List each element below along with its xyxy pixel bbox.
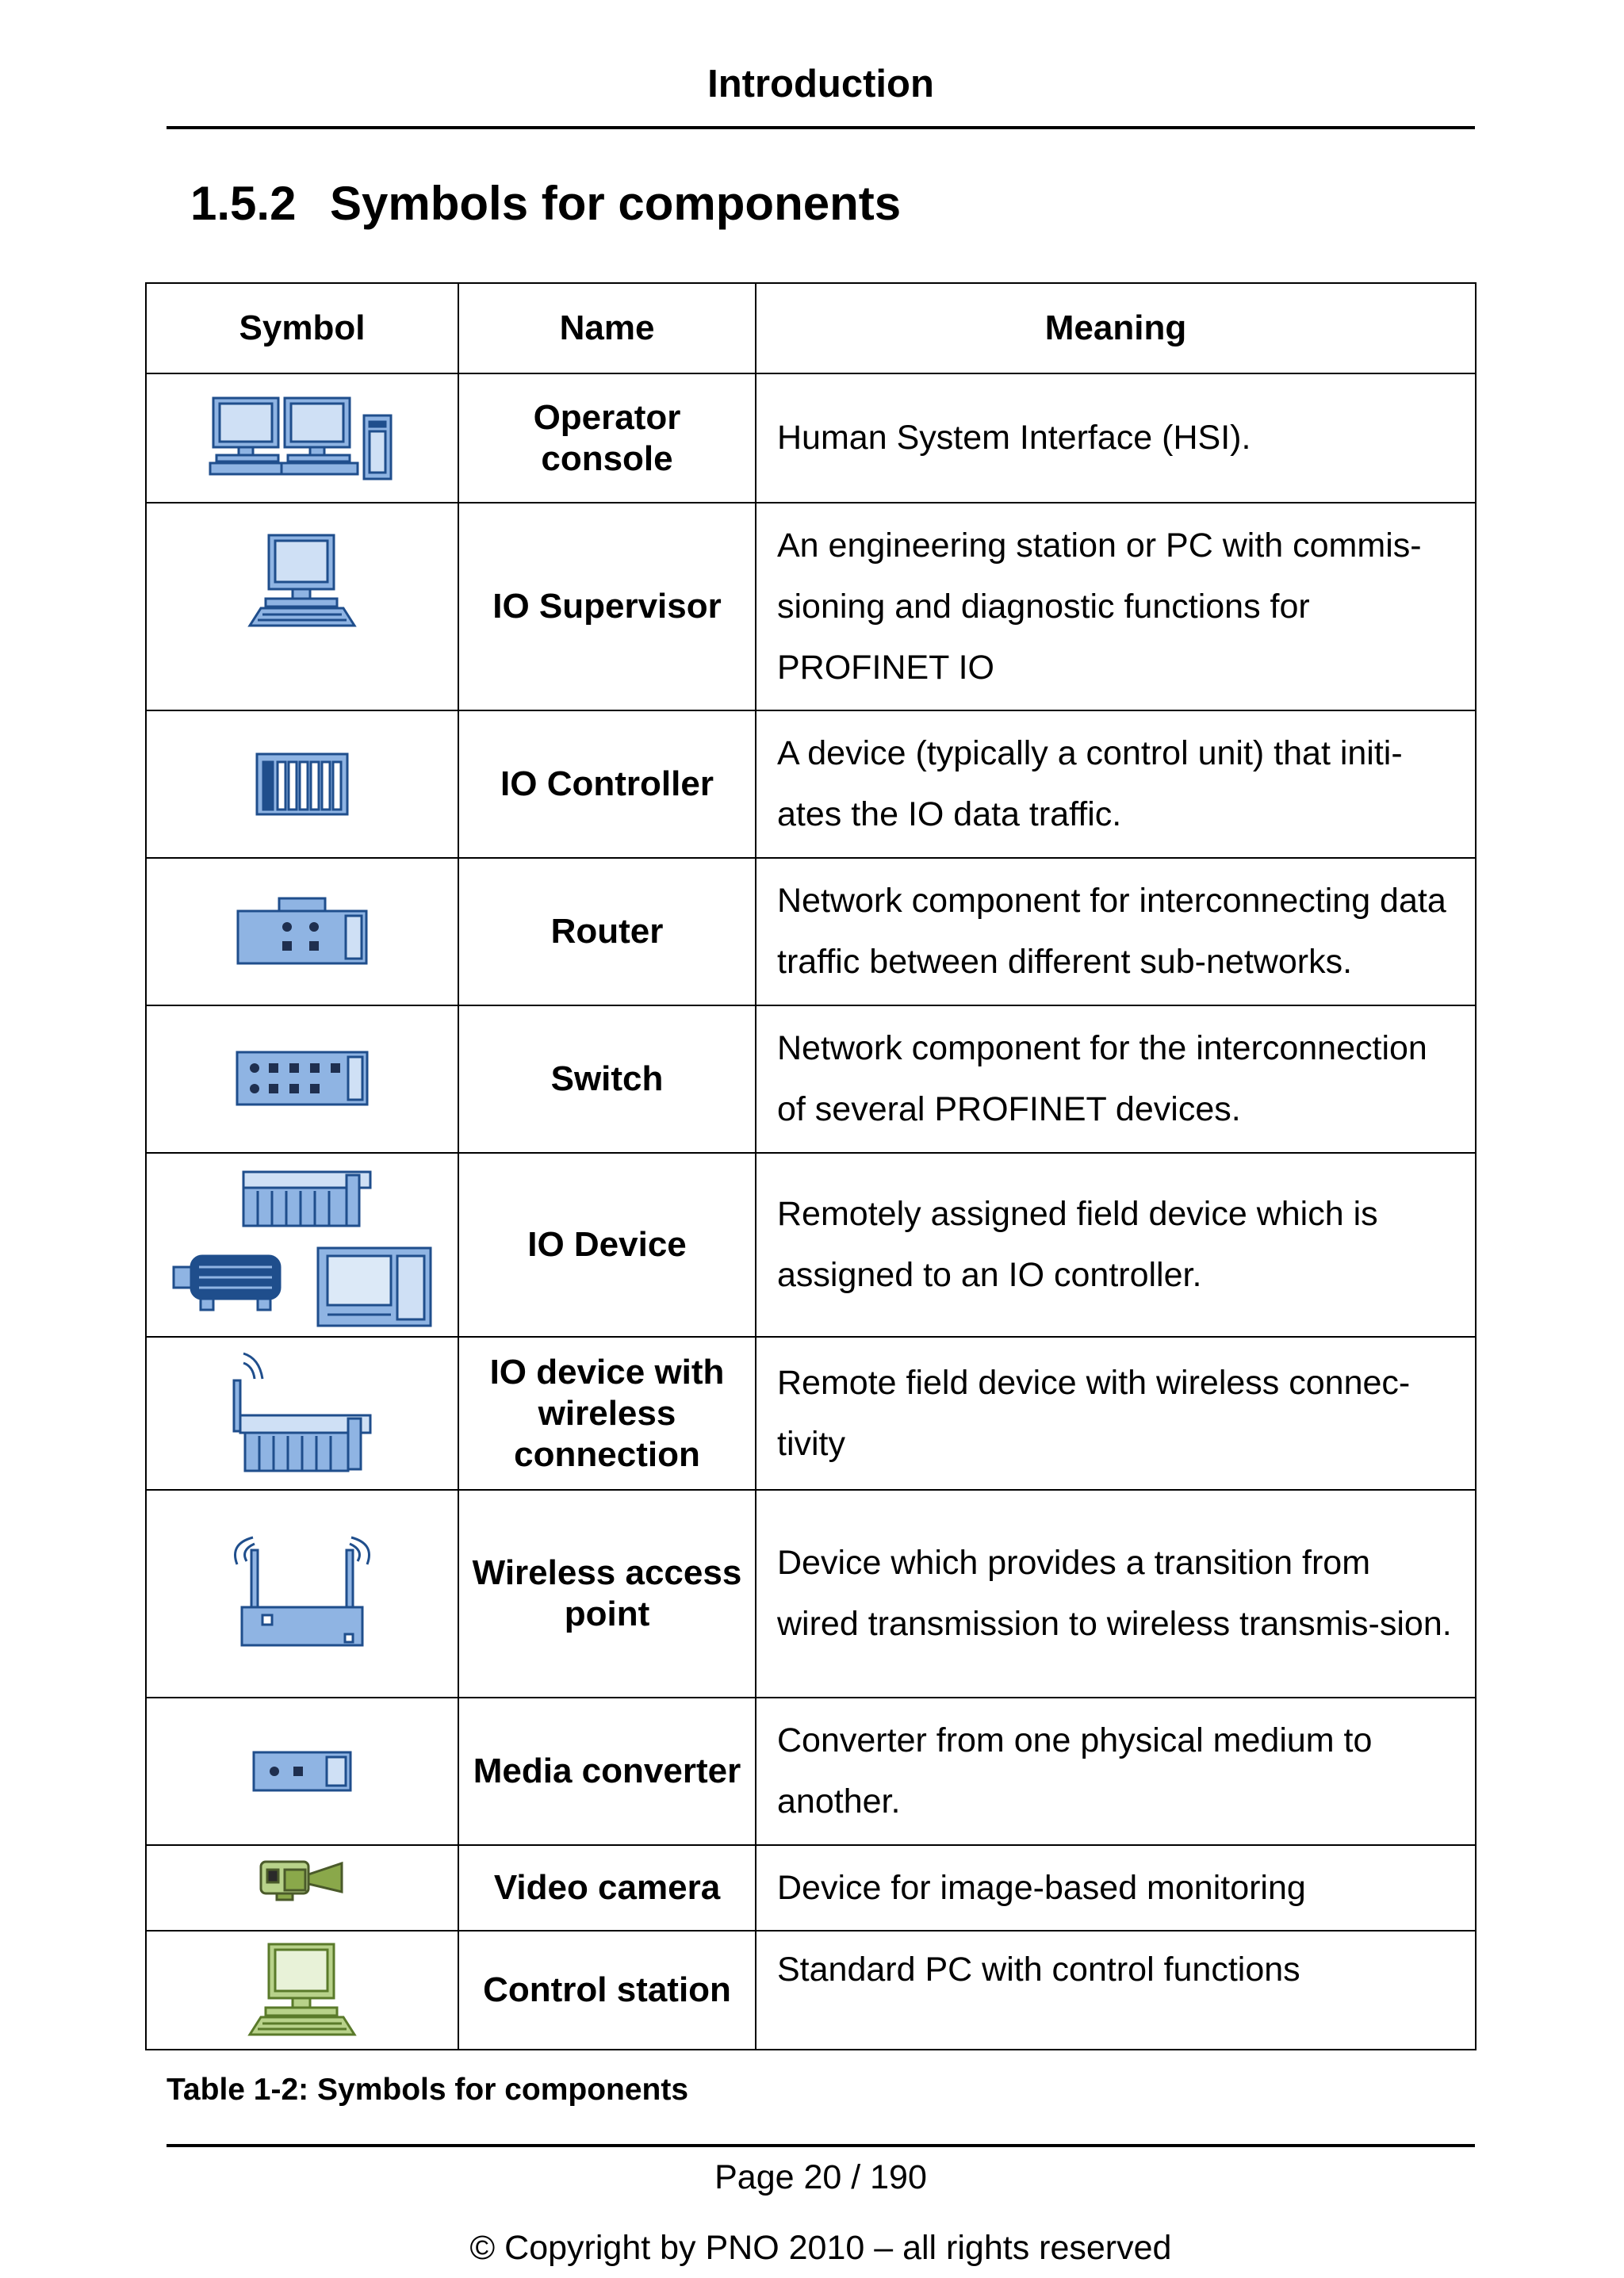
symbol-cell [146,1005,458,1153]
table-row [146,1490,1476,1698]
io-device-icon [167,1159,437,1330]
component-meaning: Network component for the interconnection of several PROFINET devices. [756,1005,1476,1153]
io-supervisor-icon [247,532,358,630]
wireless-io-device-icon [223,1350,381,1477]
component-name: Switch [458,1005,756,1153]
component-meaning: Device for image-based monitoring [756,1845,1476,1931]
router-icon [235,895,370,968]
section-title [190,176,901,231]
symbol-cell [146,1490,458,1698]
section-number: 1.5.2 [190,177,297,230]
footer-rule [167,2144,1475,2147]
table-row [146,1005,1476,1153]
component-name: Video camera [458,1845,756,1931]
page-number: Page 20 / 190 [714,2158,927,2196]
column-header-name: Name [458,283,756,373]
component-meaning: Standard PC with control functions [756,1931,1476,2050]
component-meaning: Converter from one physical medium to another. [756,1698,1476,1845]
table-caption: Table 1-2: Symbols for components [167,2073,689,2107]
table-row [146,1845,1476,1931]
component-meaning: Network component for interconnecting data traffic between different sub-networks. [756,858,1476,1005]
component-meaning: An engineering station or PC with commis-sioning and diagnostic functions for PROFINET IO [756,503,1476,710]
table-row [146,503,1476,710]
io-controller-icon [254,751,350,817]
section-title-text: Symbols for components [330,177,902,230]
table-row [146,858,1476,1005]
column-header-meaning: Meaning [756,283,1476,373]
component-name: Control station [458,1931,756,2050]
wireless-access-point-icon [215,1534,389,1653]
component-meaning: Device which provides a transition from wired transmission to wireless transmis-sion. [756,1490,1476,1698]
component-name: IO Device [458,1153,756,1337]
symbol-cell [146,373,458,503]
video-camera-icon [258,1857,347,1901]
control-station-icon [247,1941,358,2039]
component-meaning: Remotely assigned field device which is assigned to an IO controller. [756,1153,1476,1337]
copyright-notice: © Copyright by PNO 2010 – all rights reserved [469,2229,1172,2267]
page-header: Introduction [707,63,934,105]
symbol-cell [146,503,458,710]
table-row [146,1931,1476,2050]
switch-icon [234,1049,370,1109]
component-name: Operator console [458,373,756,503]
media-converter-icon [251,1749,354,1794]
symbol-cell [146,710,458,858]
table-row [146,1153,1476,1337]
component-name: Media converter [458,1698,756,1845]
component-name: IO device with wireless connection [458,1337,756,1490]
table-row [146,1337,1476,1490]
component-meaning: Remote field device with wireless connec-tivity [756,1337,1476,1490]
symbol-cell [146,1153,458,1337]
symbol-cell [146,1337,458,1490]
component-meaning: Human System Interface (HSI). [756,373,1476,503]
symbols-table [145,282,1477,2050]
symbol-cell [146,1698,458,1845]
table-row [146,1698,1476,1845]
component-name: IO Supervisor [458,503,756,710]
component-name: Router [458,858,756,1005]
operator-console-icon [209,395,396,482]
table-row [146,710,1476,858]
symbol-cell [146,1845,458,1931]
table-row [146,373,1476,503]
component-name: IO Controller [458,710,756,858]
component-name: Wireless access point [458,1490,756,1698]
column-header-symbol: Symbol [146,283,458,373]
table-header-row [146,283,1476,373]
symbol-cell [146,1931,458,2050]
symbol-cell [146,858,458,1005]
component-meaning: A device (typically a control unit) that initi-ates the IO data traffic. [756,710,1476,858]
header-rule [167,126,1475,129]
